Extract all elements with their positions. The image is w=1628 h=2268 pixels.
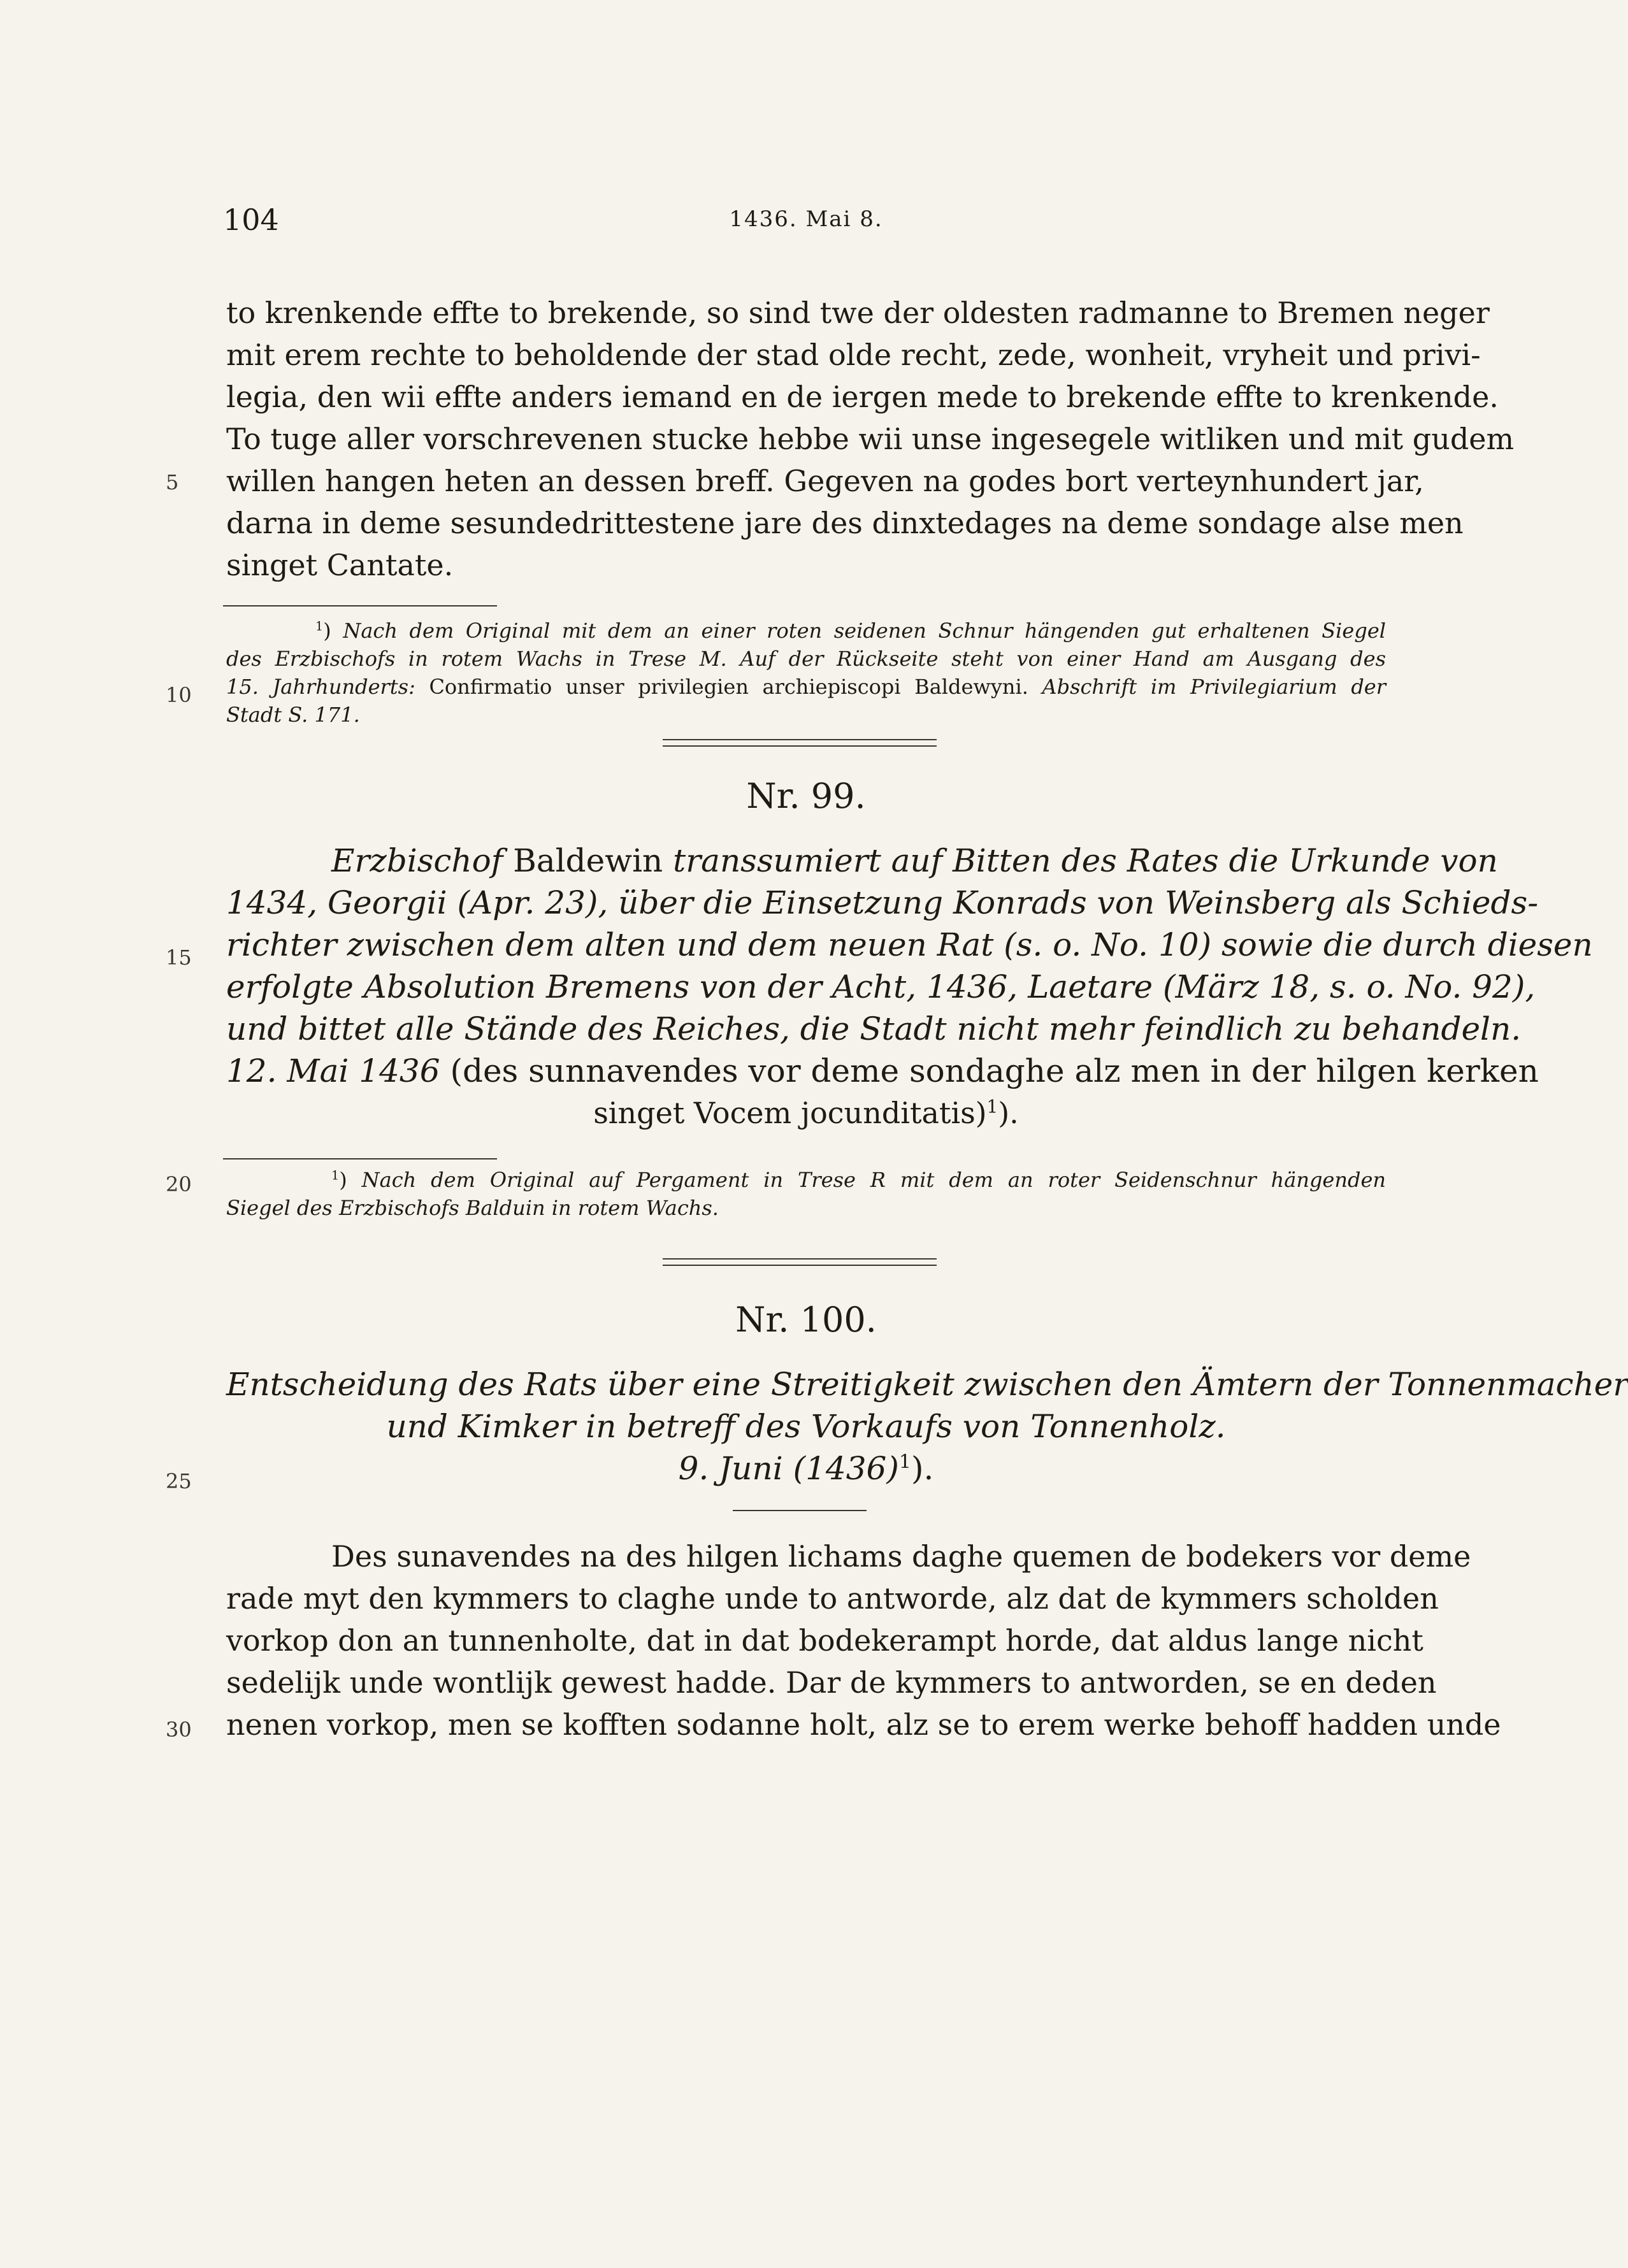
text-line: rade myt den kymmers to claghe unde to antworde, alz dat de kymmers scholden bbox=[226, 1581, 1439, 1616]
footnote-line: $^1$) Nach dem Original auf Pergament in Trese R mit dem an roter Seidenschnur hängenden bbox=[331, 1168, 1387, 1192]
text-line: darna in deme sesundedrittestene jare des dinxtedages na deme sondage alse men bbox=[226, 506, 1464, 540]
document-100-body bbox=[226, 1535, 1501, 1746]
footnote-line: Stadt S. 171. bbox=[226, 703, 360, 727]
footnote-divider bbox=[223, 1158, 497, 1159]
regest-line: richter zwischen dem alten und dem neuen Rat (s. o. No. 10) sowie die durch diesen bbox=[226, 926, 1593, 963]
text-line: legia, den wii effte anders iemand en de iergen mede to brekende effte to krenkende. bbox=[226, 380, 1499, 414]
regest-99 bbox=[226, 840, 1593, 1134]
text-line: To tuge aller vorschrevenen stucke hebbe wii unse ingesegele witliken und mit gudem bbox=[226, 422, 1515, 456]
document-number-100: Nr. 100. bbox=[735, 1300, 877, 1340]
line-number-15: 15 bbox=[166, 945, 192, 970]
line-number-5: 5 bbox=[166, 470, 179, 494]
line-number-10: 10 bbox=[166, 683, 192, 707]
footnote-marker: 1 bbox=[315, 619, 324, 634]
date-line: 9. Juni $(1436)^1$). bbox=[678, 1450, 934, 1487]
footnote-divider bbox=[223, 605, 497, 606]
document-number-99: Nr. 99. bbox=[746, 776, 866, 816]
continuation-text bbox=[226, 292, 1515, 586]
text-line: singet Cantate. bbox=[226, 548, 454, 582]
footnote-line: Siegel des Erzbischofs Balduin in rotem Wachs. bbox=[226, 1196, 719, 1220]
regest-line: 1434, Georgii (Apr. 23), über die Einsetzung Konrads von Weinsberg als Schieds- bbox=[226, 884, 1539, 921]
date-divider bbox=[733, 1510, 867, 1511]
regest-line: und bittet alle Stände des Reiches, die Stadt nicht mehr feindlich zu behandeln. bbox=[226, 1010, 1522, 1047]
section-divider bbox=[663, 1258, 937, 1266]
page-number: 104 bbox=[223, 203, 279, 237]
regest-line: und Kimker in betreff des Vorkaufs von Tonnenholz. bbox=[386, 1408, 1226, 1445]
text-line: mit erem rechte to beholdende der stad olde recht, zede, wonheit, vryheit und privi- bbox=[226, 338, 1481, 372]
page-header bbox=[223, 203, 1389, 241]
line-number-30: 30 bbox=[166, 1718, 192, 1742]
footnote-98 bbox=[226, 617, 1386, 729]
text-line: willen hangen heten an dessen breff. Gegeven na godes bort verteynhundert jar, bbox=[226, 464, 1424, 498]
regest-line: Erzbischof Baldewin transsumiert auf Bitten des Rates die Urkunde von bbox=[331, 842, 1498, 879]
regest-line: erfolgte Absolution Bremens von der Acht, 1436, Laetare (März 18, s. o. No. 92), bbox=[226, 968, 1536, 1005]
date-line: 12. Mai 1436 (des sunnavendes vor deme sondaghe alz men in der hilgen kerken bbox=[226, 1052, 1539, 1089]
regest-100 bbox=[226, 1363, 1628, 1489]
regest-line: Entscheidung des Rats über eine Streitigkeit zwischen den Ämtern der Tonnenmacher bbox=[226, 1366, 1628, 1403]
text-line: to krenkende effte to brekende, so sind twe der oldesten radmanne to Bremen neger bbox=[226, 296, 1490, 330]
text-line: sedelijk unde wontlijk gewest hadde. Dar de kymmers to antworden, se en deden bbox=[226, 1665, 1437, 1700]
footnote-line: des Erzbischofs in rotem Wachs in Trese M. Auf der Rückseite steht von einer Hand am Ausgang des bbox=[226, 647, 1386, 671]
line-number-20: 20 bbox=[166, 1172, 192, 1196]
footnote-line: $^1$) Nach dem Original mit dem an einer roten seidenen Schnur hängenden gut erhaltenen Siegel bbox=[315, 619, 1387, 643]
text-line: Des sunavendes na des hilgen lichams daghe quemen de bodekers vor deme bbox=[331, 1539, 1471, 1574]
footnote-99 bbox=[226, 1166, 1386, 1222]
text-line: vorkop don an tunnenholte, dat in dat bodekerampt horde, dat aldus lange nicht bbox=[226, 1623, 1423, 1658]
text-line: nenen vorkop, men se kofften sodanne holt, alz se to erem werke behoff hadden unde bbox=[226, 1707, 1501, 1742]
section-divider bbox=[663, 739, 937, 747]
date-line: singet Vocem jocunditatis)$^1$). bbox=[593, 1096, 1019, 1130]
running-head: 1436. Mai 8. bbox=[729, 206, 883, 232]
footnote-line: 15. Jahrhunderts: Confirmatio unser privilegien archiepiscopi Baldewyni. Abschrift im Privilegiarium der bbox=[226, 675, 1387, 699]
line-number-25: 25 bbox=[166, 1469, 192, 1493]
